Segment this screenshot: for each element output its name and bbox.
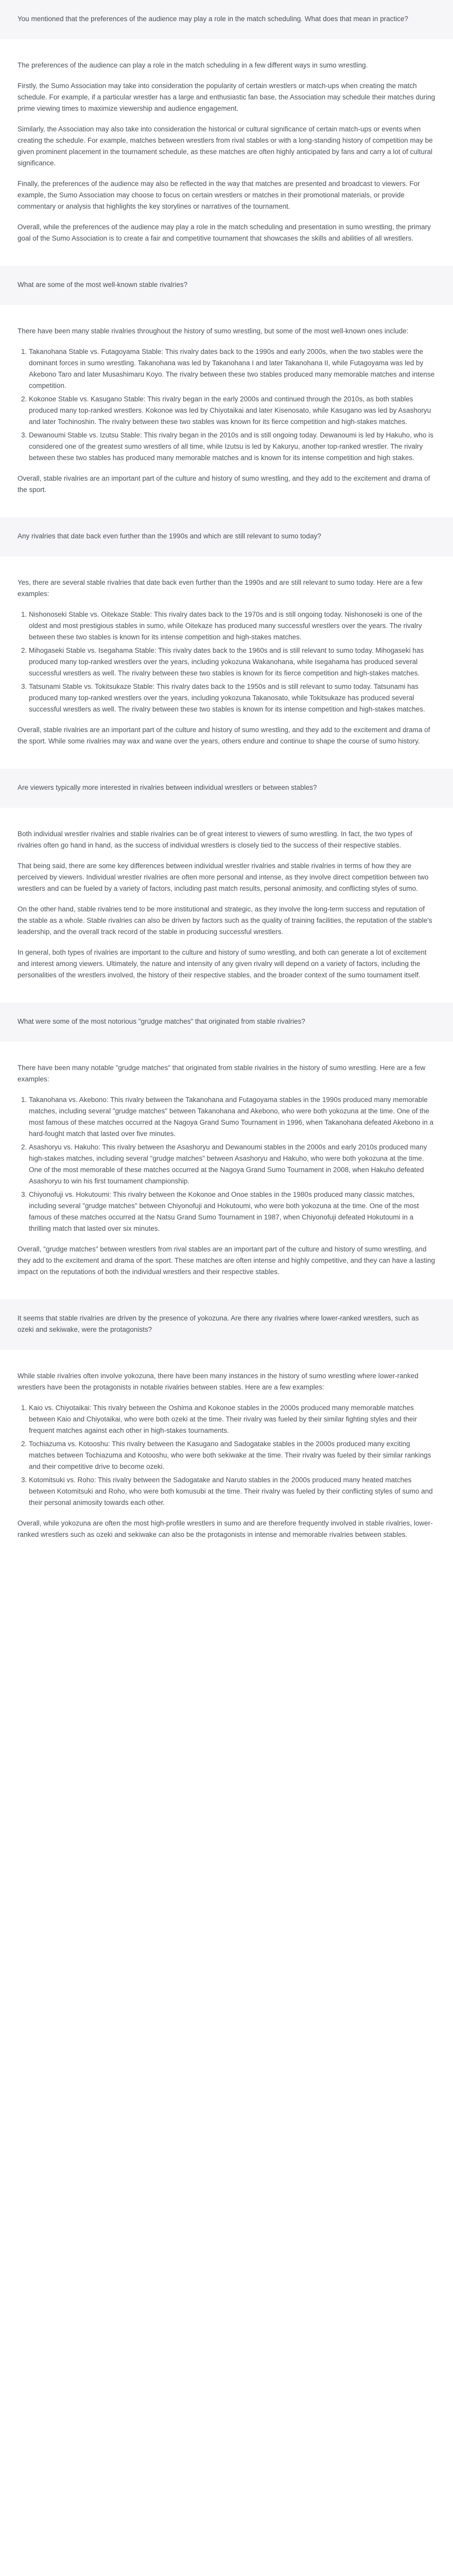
list-item: 1. Nishonoseki Stable vs. Oitekaze Stable: This rivalry dates back to the 1970s and is still ongoing today. Nishonoseki is one of the oldest and most prestigious stables in sumo, while Oitekaze has produced many successful wrestlers over the years. The rivalry between these two stables is known for its intense competition and high-stakes matches. [29,609,435,643]
message-paragraph: You mentioned that the preferences of the audience may play a role in the match scheduling. What does that mean in practice? [18,15,408,23]
list-item: 2. Mihogaseki Stable vs. Isegahama Stable: This rivalry dates back to the 1960s and is still relevant to sumo today. Mihogaseki has produced many top-ranked wrestlers over the years, including yokozuna Wakanohana, while Isegahama has produced several successful wrestlers as well. The rivalry between these two stables is known for its fierce competition and high-stakes matches. [29,645,435,679]
user-message [0,517,453,556]
numbered-list [18,1094,435,1234]
assistant-message [0,46,453,259]
message-separator [0,510,453,517]
message-paragraph: Overall, "grudge matches" between wrestlers from rival stables are an important part of the culture and history of sumo wrestling, and they add to the excitement and drama of the sport. These matches are often intense and highly competitive, and they can have a lasting impact on the reputations of both the individual wrestlers and their respective stables. [18,1245,435,1276]
assistant-message [0,312,453,510]
message-separator [0,1292,453,1299]
list-item: 2. Asashoryu vs. Hakuho: This rivalry between the Asashoryu and Dewanoumi stables in the 2000s and early 2010s produced many high-stakes matches, including several "grudge matches" between Asashoryu and Hakuho, who were both yokozuna at the time. One of the most memorable of these matches occurred at the Nagoya Grand Sumo Tournament in 2008, when Hakuho defeated Asashoryu to win his first tournament championship. [29,1142,435,1187]
message-paragraph: Overall, stable rivalries are an important part of the culture and history of sumo wrestling, and they add to the excitement and drama of the sport. [18,474,430,494]
user-message [0,1003,453,1042]
message-separator [0,1042,453,1049]
message-paragraph: There have been many notable "grudge matches" that originated from stable rivalries in the history of sumo wrestling. Here are a few examples: [18,1064,426,1083]
list-item: 2. Tochiazuma vs. Kotooshu: This rivalry between the Kasugano and Sadogatake stables in the 2000s produced many exciting matches between Tochiazuma and Kotooshu, who were both sekiwake at the time. Their rivalry was fueled by their similar rankings and their competitive drive to become ozeki. [29,1438,435,1472]
assistant-message [0,564,453,761]
user-message [0,266,453,305]
assistant-message [0,1357,453,1555]
message-paragraph: Overall, while the preferences of the audience may play a role in the match scheduling and presentation in sumo wrestling, the primary goal of the Sumo Association is to create a fair and competitive tournament that showcases the skills and abilities of all wrestlers. [18,223,431,242]
message-separator [0,1350,453,1357]
message-separator [0,995,453,1003]
message-paragraph: What are some of the most well-known stable rivalries? [18,281,188,289]
list-item: 3. Tatsunami Stable vs. Tokitsukaze Stable: This rivalry dates back to the 1950s and is still relevant to sumo today. Tatsunami has produced many top-ranked wrestlers over the years, including yokozuna Takanosato, while Tokitsukaze has produced several successful wrestlers as well. The rivalry between these two stables is known for its intense competition and high-stakes matches. [29,681,435,715]
message-paragraph: There have been many stable rivalries throughout the history of sumo wrestling, but some of the most well-known ones include: [18,327,409,335]
message-separator [0,556,453,564]
message-paragraph: While stable rivalries often involve yokozuna, there have been many instances in the history of sumo wrestling where lower-ranked wrestlers have been the protagonists in notable rivalries between stables. Here are a few examples: [18,1372,419,1391]
list-item: 3. Kotomitsuki vs. Roho: This rivalry between the Sadogatake and Naruto stables in the 2000s produced many heated matches between Kotomitsuki and Roho, who were both komusubi at the time. Their rivalry was fueled by their conflicting styles of sumo and their personal animosity towards each other. [29,1475,435,1509]
message-paragraph: Finally, the preferences of the audience may also be reflected in the way that matches are presented and broadcast to viewers. For example, the Sumo Association may choose to focus on certain wrestlers or matches in their promotional materials, or provide commentary or analysis that highlights the key storylines or narratives of the tournament. [18,180,420,210]
assistant-message [0,815,453,995]
message-paragraph: In general, both types of rivalries are important to the culture and history of sumo wrestling, and both can generate a lot of excitement and interest among viewers. Ultimately, the nature and intensity of any given rivalry will depend on a variety of factors, including the personalities of the wrestlers involved, the history of their respective stables, and the broader context of the sumo tournament itself. [18,948,427,979]
message-paragraph: Are viewers typically more interested in rivalries between individual wrestlers or between stables? [18,784,317,791]
message-separator [0,305,453,312]
assistant-message [0,1049,453,1292]
message-separator [0,259,453,266]
list-item: 1. Kaio vs. Chiyotaikai: This rivalry between the Oshima and Kokonoe stables in the 2000s produced many memorable matches between Kaio and Chiyotaikai, who were both ozeki at the time. Their rivalry was fueled by their similar fighting styles and their frequent matches against each other in high-stakes tournaments. [29,1402,435,1436]
message-separator [0,761,453,769]
list-item: 3. Chiyonofuji vs. Hokutoumi: This rivalry between the Kokonoe and Onoe stables in the 1980s produced many classic matches, including several "grudge matches" between Chiyonofuji and Hokutoumi, who were both yokozuna at the time. One of the most famous of these matches occurred at the Natsu Grand Sumo Tournament in 1987, when Chiyonofuji defeated Hokutoumi in a thrilling match that lasted over six minutes. [29,1189,435,1234]
numbered-list [18,1402,435,1509]
user-message [0,0,453,39]
message-paragraph: Yes, there are several stable rivalries that date back even further than the 1990s and are still relevant to sumo today. Here are a few examples: [18,579,423,598]
list-item: 1. Takanohana Stable vs. Futagoyama Stable: This rivalry dates back to the 1990s and early 2000s, when the two stables were the dominant forces in sumo wrestling. Takanohana was led by Takanohana I and later Takanohana II, while Futagoyama was led by Akebono Taro and later Musashimaru Koyo. The rivalry between these two stables produced many memorable matches and intense competition. [29,346,435,392]
message-paragraph: What were some of the most notorious "grudge matches" that originated from stable rivalries? [18,1018,305,1025]
list-item: 3. Dewanoumi Stable vs. Izutsu Stable: This rivalry began in the 2010s and is still ongoing today. Dewanoumi is led by Hakuho, who is considered one of the greatest sumo wrestlers of all time, while Izutsu is led by Kakuryu, another top-ranked wrestler. The rivalry between these two stables has produced many memorable matches and is known for its intense competition and high stakes. [29,430,435,464]
message-paragraph: Similarly, the Association may also take into consideration the historical or cultural significance of certain match-ups or events when creating the schedule. For example, matches between wrestlers from rival stables or with a long-standing history of competition may be given prominent placement in the tournament schedule, as these matches are often highly anticipated by fans and carry a lot of cultural significance. [18,125,433,167]
message-paragraph: It seems that stable rivalries are driven by the presence of yokozuna. Are there any rivalries where lower-ranked wrestlers, such as ozeki and sekiwake, were the protagonists? [18,1314,419,1333]
user-message [0,1299,453,1350]
message-paragraph: Overall, while yokozuna are often the most high-profile wrestlers in sumo and are therefore frequently involved in stable rivalries, lower-ranked wrestlers such as ozeki and sekiwake can also be the protagonists in intense and memorable rivalries between stables. [18,1519,433,1538]
message-separator [0,39,453,46]
message-paragraph: Firstly, the Sumo Association may take into consideration the popularity of certain wrestlers or match-ups when creating the match schedule. For example, if a particular wrestler has a large and enthusiastic fan base, the Association may schedule their matches during prime viewing times to maximize viewership and audience engagement. [18,82,435,112]
message-separator [0,808,453,815]
numbered-list [18,609,435,715]
message-paragraph: Overall, stable rivalries are an important part of the culture and history of sumo wrestling, and they add to the excitement and drama of the sport. While some rivalries may wax and wane over the years, others endure and continue to shape the course of sumo history. [18,726,430,745]
list-item: 1. Takanohana vs. Akebono: This rivalry between the Takanohana and Futagoyama stables in the 1990s produced many memorable matches, including several "grudge matches" between Takanohana and Akebono, who were both yokozuna at the time. One of the most famous of these matches occurred at the Nagoya Grand Sumo Tournament in 1996, when Takanohana defeated Akebono in a hard-fought match that lasted over five minutes. [29,1094,435,1140]
message-paragraph: On the other hand, stable rivalries tend to be more institutional and strategic, as they involve the long-term success and reputation of the stable as a whole. Stable rivalries can also be driven by factors such as the quality of training facilities, the reputation of the stable's leadership, and the overall track record of the stable in producing successful wrestlers. [18,905,432,936]
list-item: 2. Kokonoe Stable vs. Kasugano Stable: This rivalry began in the early 2000s and continued through the 2010s, as both stables produced many top-ranked wrestlers. Kokonoe was led by Chiyotaikai and later Kisenosato, while Kasugano was led by Asashoryu and later Tochinoshin. The rivalry between these two stables was known for its fierce competition and high-stakes matches. [29,394,435,428]
numbered-list [18,346,435,464]
user-message [0,769,453,808]
message-paragraph: Both individual wrestler rivalries and stable rivalries can be of great interest to viewers of sumo wrestling. In fact, the two types of rivalries often go hand in hand, as the success of individual wrestlers is closely tied to the success of their respective stables. [18,830,412,849]
message-paragraph: Any rivalries that date back even further than the 1990s and which are still relevant to sumo today? [18,532,321,540]
message-paragraph: The preferences of the audience can play a role in the match scheduling in a few different ways in sumo wrestling. [18,61,368,69]
message-paragraph: That being said, there are some key differences between individual wrestler rivalries and stable rivalries in terms of how they are perceived by viewers. Individual wrestler rivalries are often more personal and intense, as they involve direct competition between two wrestlers and can be fueled by a variety of factors, including past match results, personal animosity, and conflicting styles of sumo. [18,862,429,892]
